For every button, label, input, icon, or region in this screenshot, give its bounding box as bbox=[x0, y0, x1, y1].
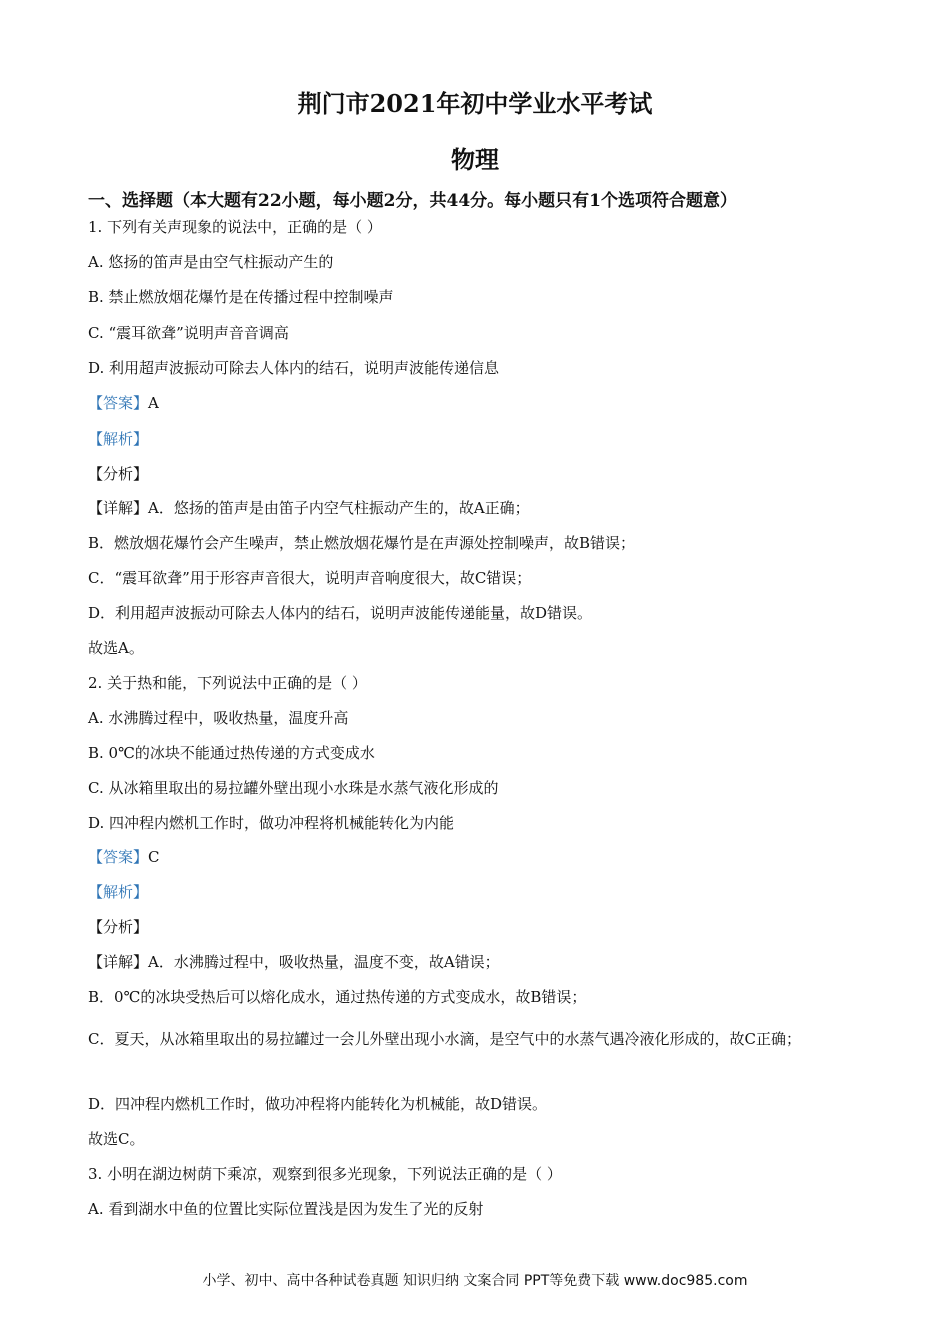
q1-option-b: B. 禁止燃放烟花爆竹是在传播过程中控制噪声 bbox=[88, 288, 394, 306]
q1-jiexi: 【解析】 bbox=[88, 430, 149, 448]
q3-stem: 3. 小明在湖边树荫下乘凉，观察到很多光现象，下列说法正确的是（ ） bbox=[88, 1165, 562, 1183]
subject-title: 物理 bbox=[451, 145, 499, 174]
q3-option-a: A. 看到湖水中鱼的位置比实际位置浅是因为发生了光的反射 bbox=[88, 1200, 484, 1218]
q2-option-b: B. 0℃的冰块不能通过热传递的方式变成水 bbox=[88, 744, 375, 762]
q2-stem: 2. 关于热和能，下列说法中正确的是（ ） bbox=[88, 674, 367, 692]
page-footer: 小学、初中、高中各种试卷真题 知识归纳 文案合同 PPT等免费下载 www.doc985.com bbox=[202, 1273, 748, 1289]
q2-detail-1: 【详解】A．水沸腾过程中，吸收热量，温度不变，故A错误； bbox=[88, 953, 500, 971]
q2-detail-3: C．夏天，从冰箱里取出的易拉罐过一会儿外壁出现小水滴，是空气中的水蒸气遇冷液化形成的，故C正确； bbox=[88, 1030, 801, 1048]
q2-option-a: A. 水沸腾过程中，吸收热量，温度升高 bbox=[88, 709, 349, 727]
exam-title: 荆门市2021年初中学业水平考试 bbox=[297, 89, 653, 118]
section-heading: 一、选择题（本大题有22小题，每小题2分，共44分。每小题只有1个选项符合题意） bbox=[88, 191, 737, 211]
q2-detail-2: B．0℃的冰块受热后可以熔化成水，通过热传递的方式变成水，故B错误； bbox=[88, 988, 587, 1006]
q1-detail-3: C．“震耳欲聋”用于形容声音很大，说明声音响度很大，故C错误； bbox=[88, 569, 532, 587]
q1-option-a: A. 悠扬的笛声是由空气柱振动产生的 bbox=[88, 253, 334, 271]
q1-answer bbox=[88, 392, 159, 413]
q2-option-d: D. 四冲程内燃机工作时，做功冲程将机械能转化为内能 bbox=[88, 814, 455, 832]
q1-detail-4: D．利用超声波振动可除去人体内的结石，说明声波能传递能量，故D错误。 bbox=[88, 604, 593, 622]
q2-answer bbox=[88, 846, 160, 867]
q1-option-d: D. 利用超声波振动可除去人体内的结石，说明声波能传递信息 bbox=[88, 359, 500, 377]
q1-fenxi: 【分析】 bbox=[88, 465, 149, 483]
q1-conclusion: 故选A。 bbox=[88, 639, 144, 657]
q2-conclusion: 故选C。 bbox=[88, 1130, 145, 1148]
q2-jiexi: 【解析】 bbox=[88, 883, 149, 901]
answer-value: C bbox=[148, 848, 160, 866]
q1-stem: 1. 下列有关声现象的说法中，正确的是（ ） bbox=[88, 218, 382, 236]
q2-detail-4: D．四冲程内燃机工作时，做功冲程将内能转化为机械能，故D错误。 bbox=[88, 1095, 548, 1113]
answer-value: A bbox=[148, 394, 159, 412]
answer-tag: 【答案】 bbox=[88, 848, 149, 866]
q1-option-c: C. “震耳欲聋”说明声音音调高 bbox=[88, 324, 289, 342]
q2-option-c: C. 从冰箱里取出的易拉罐外壁出现小水珠是水蒸气液化形成的 bbox=[88, 779, 499, 797]
q2-fenxi: 【分析】 bbox=[88, 918, 149, 936]
q1-detail-1: 【详解】A．悠扬的笛声是由笛子内空气柱振动产生的，故A正确； bbox=[88, 499, 530, 517]
q1-detail-2: B．燃放烟花爆竹会产生噪声，禁止燃放烟花爆竹是在声源处控制噪声，故B错误； bbox=[88, 534, 636, 552]
answer-tag: 【答案】 bbox=[88, 394, 149, 412]
